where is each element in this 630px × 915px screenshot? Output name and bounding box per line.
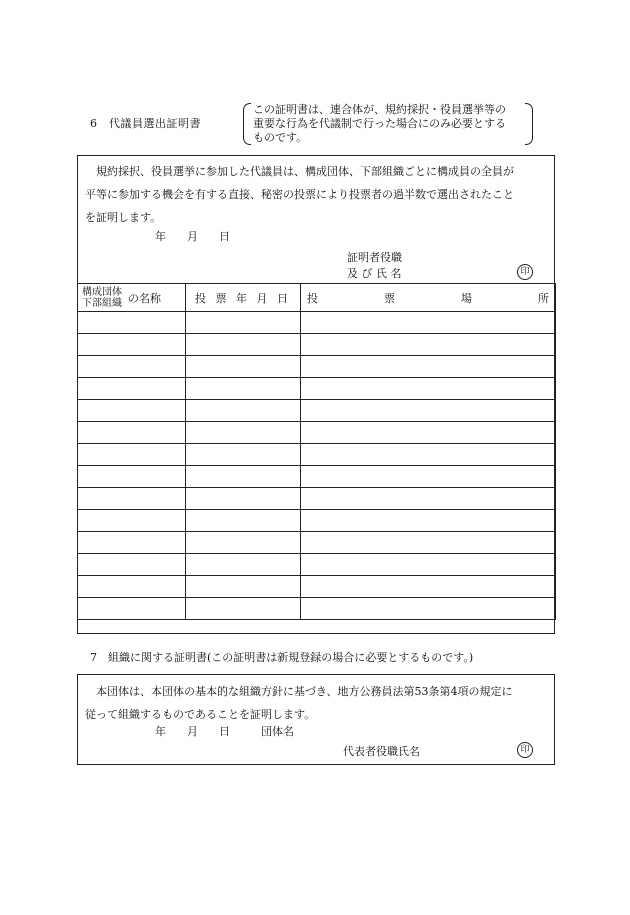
note-right-bracket (525, 103, 533, 145)
section6-note (243, 103, 533, 145)
table-cell[interactable] (186, 400, 301, 422)
table-row (78, 356, 556, 378)
table-cell[interactable] (301, 466, 556, 488)
table-cell[interactable] (186, 598, 301, 620)
date-month-label: 月 (187, 725, 198, 738)
table-cell[interactable] (301, 510, 556, 532)
table-cell[interactable] (301, 598, 556, 620)
table-row (78, 488, 556, 510)
date-day-label: 日 (219, 725, 230, 738)
table-row (78, 532, 556, 554)
table-cell[interactable] (301, 488, 556, 510)
table-row (78, 444, 556, 466)
certifier-block (347, 250, 402, 282)
header-place-char: 票 (384, 291, 395, 305)
date-year-label: 年 (155, 725, 166, 738)
table-cell[interactable] (78, 444, 186, 466)
header-org-label: 構成団体 (82, 286, 122, 298)
seal-mark: 印 (517, 742, 533, 758)
table-header-row (78, 284, 556, 312)
org-name-label: 団体名 (261, 725, 294, 738)
seal-mark: 印 (517, 264, 533, 280)
table-cell[interactable] (301, 312, 556, 334)
certifier-role-label: 証明者役職 (347, 251, 402, 264)
table-cell[interactable] (301, 356, 556, 378)
representative-label: 代表者役職氏名 (343, 745, 420, 758)
date-day-label: 日 (219, 230, 230, 243)
table-cell[interactable] (78, 576, 186, 598)
note-text (253, 103, 528, 145)
note-line: 重要な行為を代議制で行った場合にのみ必要とする (253, 117, 506, 130)
section6-title: 6 代議員選出証明書 (90, 117, 201, 130)
table-cell[interactable] (186, 378, 301, 400)
table-row (78, 334, 556, 356)
header-vote-place (301, 284, 556, 312)
table-cell[interactable] (301, 422, 556, 444)
header-place-char: 場 (461, 291, 472, 305)
table-row (78, 576, 556, 598)
table-cell[interactable] (186, 554, 301, 576)
table-cell[interactable] (186, 312, 301, 334)
note-line: ものです。 (253, 131, 308, 144)
table-cell[interactable] (301, 554, 556, 576)
note-line: この証明書は、連合体が、規約採択・役員選挙等の (253, 103, 506, 116)
table-row (78, 598, 556, 620)
table-cell[interactable] (186, 510, 301, 532)
table-cell[interactable] (186, 422, 301, 444)
table-cell[interactable] (186, 488, 301, 510)
table-row (78, 554, 556, 576)
table-row (78, 400, 556, 422)
header-org-name (78, 284, 186, 312)
paragraph-line: 本団体は、本団体の基本的な組織方針に基づき、地方公務員法第53条第4項の規定に (96, 685, 513, 698)
table-cell[interactable] (301, 400, 556, 422)
section6-date (155, 228, 230, 244)
section6-paragraph (85, 160, 555, 229)
table-row (78, 510, 556, 532)
table-cell[interactable] (78, 334, 186, 356)
date-month-label: 月 (187, 230, 198, 243)
table-cell[interactable] (78, 488, 186, 510)
table-cell[interactable] (301, 334, 556, 356)
delegates-table (77, 283, 556, 620)
table-cell[interactable] (78, 466, 186, 488)
table-cell[interactable] (78, 356, 186, 378)
table-cell[interactable] (186, 356, 301, 378)
table-cell[interactable] (186, 444, 301, 466)
table-cell[interactable] (186, 466, 301, 488)
table-row (78, 312, 556, 334)
section7-title: 7 組織に関する証明書(この証明書は新規登録の場合に必要とするものです。) (90, 651, 474, 664)
note-left-bracket (243, 103, 251, 145)
paragraph-line: を証明します。 (85, 211, 162, 224)
header-vote-date: 投 票 年 月 日 (186, 284, 301, 312)
table-cell[interactable] (78, 378, 186, 400)
table-cell[interactable] (78, 400, 186, 422)
section7-paragraph (85, 680, 555, 726)
table-cell[interactable] (78, 532, 186, 554)
table-cell[interactable] (186, 334, 301, 356)
header-place-char: 投 (307, 291, 318, 305)
table-row (78, 466, 556, 488)
table-cell[interactable] (78, 554, 186, 576)
paragraph-line: 平等に参加する機会を有する直接、秘密の投票により投票者の過半数で選出されたこと (85, 188, 514, 201)
paragraph-line: 従って組織するものであることを証明します。 (85, 708, 316, 721)
table-cell[interactable] (301, 444, 556, 466)
header-place-char: 所 (538, 291, 549, 305)
table-row (78, 422, 556, 444)
header-sub-org-label: 下部組織 (82, 297, 122, 309)
header-name-suffix: の名称 (128, 291, 161, 305)
paragraph-line: 規約採択、役員選挙に参加した代議員は、構成団体、下部組織ごとに構成員の全員が (96, 165, 514, 178)
table-cell[interactable] (301, 576, 556, 598)
table-row (78, 378, 556, 400)
table-cell[interactable] (301, 532, 556, 554)
table-cell[interactable] (186, 532, 301, 554)
table-cell[interactable] (78, 510, 186, 532)
certifier-name-label: 及 び 氏 名 (347, 267, 402, 280)
table-cell[interactable] (78, 422, 186, 444)
table-cell[interactable] (78, 312, 186, 334)
section7-date (155, 723, 294, 739)
table-cell[interactable] (301, 378, 556, 400)
table-cell[interactable] (186, 576, 301, 598)
table-cell[interactable] (78, 598, 186, 620)
date-year-label: 年 (155, 230, 166, 243)
